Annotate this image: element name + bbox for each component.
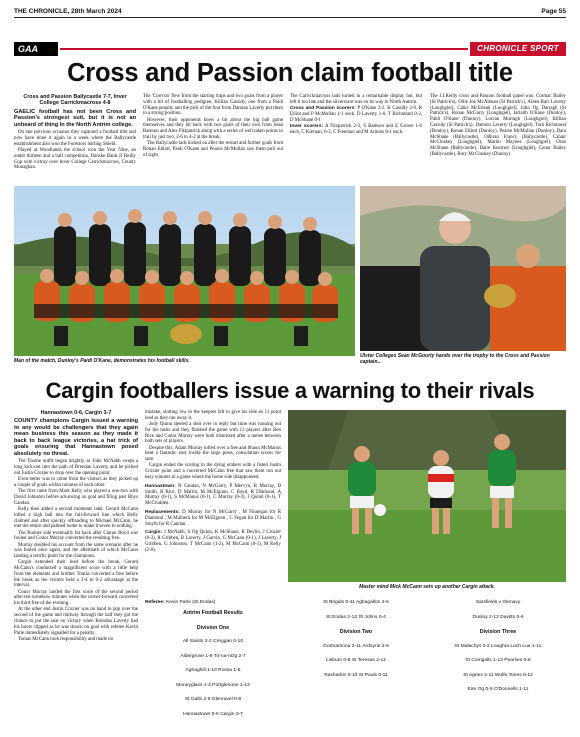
story2-paragraph: The first came from Mark Kelly who played a one-two with David Johnston before advancing on goal and firing past Rhys Candan.: [14, 489, 138, 506]
story2-subhead: Hannastown 0-6, Cargin 3-7: [40, 410, 112, 416]
result-line: St Comgalls 1-13 Pearses 0-6: [465, 658, 531, 663]
result-line: Hannastown 0-6 Cargin 3-7: [183, 711, 243, 717]
result-line: Moneyglass 1-4 Portglenone 1-13: [176, 682, 250, 688]
section-divider: [60, 48, 468, 50]
story2-paragraph: Cargin ended the scoring in the dying embers with a fisted Justin Crozier point and a converted McCann free that saw them run out easy winners in a game where the home side disappointed.: [145, 463, 281, 480]
trophy-photo: [360, 186, 566, 351]
results-column-3: [430, 596, 566, 698]
division-one-title: Division One: [196, 624, 230, 631]
story2-paragraph: At the other end Justin Crozier was on hand to pop over the second of the game and midway through the half they got the chance to put the seal on victory when Brendan Laverty had his boots clipped as he was drawn on goal with referee Kevin Parle immediately signalled for a penalty.: [14, 607, 138, 636]
results-title: Antrim Football Results: [183, 610, 243, 616]
sport-tag-text: SPORT: [529, 44, 559, 53]
division-two-title: Division Two: [339, 629, 373, 635]
result-line: Dunloy 2-12 Davitts 0-6: [472, 614, 524, 620]
cargin-photo-caption: Master mind Mick McCann sets up another Cargin attack.: [359, 584, 495, 590]
story1-lead: GAELIC football has not been Cross and Passion's strongest suit, but it is not an unheard of thing in the North Antrim college.: [14, 108, 136, 128]
cargin-photo-image: [288, 410, 566, 582]
inver-scorers: A Fitzpatrick 2-3, S Bateson and E Growe 1-0 each, C Kiernan, 0-3, C Freeman and M Armins 0-1 each.: [290, 123, 422, 135]
result-line: Gortnamona 2-11 Ardoyne 2-6: [323, 643, 389, 649]
masthead-page-number: Page 55: [541, 8, 566, 15]
team-photo: [14, 186, 355, 356]
story2-lead: COUNTY champions Cargin issued a warning to any would be challengers that they again mean business this season as they made it back to back league victories, a hat trick of goals ensuring that Hannastown posed absolutely no threat.: [14, 418, 138, 457]
inver-scorers-label: Inver scorers:: [290, 123, 324, 129]
masthead-rule: [14, 17, 566, 18]
section-bar: [14, 42, 566, 56]
team-photo-image: [14, 186, 355, 356]
result-line: Eire Og 0-9 O'Donnells 1-11: [467, 687, 529, 692]
cargin-photo: [288, 410, 566, 582]
cargin-label: Cargin:: [145, 530, 163, 536]
result-line: All Saints 2-2 Creggan 0-10: [182, 639, 244, 644]
result-line: Aldergrove 1-9 Tir-na-nOg 2-7: [180, 653, 246, 659]
story2-paragraph: Cargin extended their lead before the break, Gerard McCann's conducted a magnificent score with a little help from the elements and brother Tomas converted a free before the break as the visitors held a 2-4 to 0-2 advantage at the interval.: [14, 560, 138, 589]
result-line: St Brigids 0-11 Aghagallon 2-6: [323, 600, 389, 605]
referee-line: [145, 600, 281, 605]
result-line: Sarsfields v Glenavy: [475, 600, 521, 605]
hannastown-label: Hannastown:: [145, 483, 176, 489]
story1-paragraph: However, their opponents knew a bit about the big ball game themselves and they hit back with two goals of their own from Sean Bateson and Alex Fitzpatrick along with a series of well taken points to trail by just two, 2-6 to 4-2 at the break.: [143, 117, 283, 140]
story2-paragraph: Conor Murray landed the first score of the second period after ten somehow minutes when the corner-forward converted his third free of the evening.: [14, 589, 138, 607]
masthead: [14, 5, 566, 17]
story1-column-2: [143, 94, 283, 159]
story1-paragraph: Played at Woodlands the school won the Year Nine, an under thirteen and a half competition, Danske Bank JJ Reilly Cup with victory over Inver College Carrickmacross, County Monaghan.: [14, 148, 136, 171]
trophy-photo-caption: Ulster Colleges Sean McGourty hands over the trophy to the Cross and Passion captain..: [360, 353, 550, 365]
result-line: Rasharkin 0-10 St Pauls 0-11: [324, 672, 388, 678]
division-three-title: Division Three: [479, 629, 517, 635]
result-line: Aghaghill 1-10 Rossa 1-5: [185, 668, 241, 673]
story1-panel: The J.J.Reilly cross and Passion football panel was: Cormac Bailey (St Patrick's), Ollie Joe McAlenan (St Patrick's), Aiden Barr Laverty (Loughgiel), Cahir McErlean (Loughgiel), John Og Darragh (St Patrick's), Ronan McGarry (Loughgiel), Iarlaith O'Kane (Dunloy), Paidi O'Kane (Dunloy), Lorcan Murragh (Loughgiel), Killian Cassidy (St Patrick's), Damien Laverty (Loughgiel), Tom Richmond (Dunloy), Ronan Elliott (Dunloy), Pearse McMullan (Dunloy), Dara McShane (Ballycastle), Odhran Francy (Ballycastle), Cahair McCloskey (Loughgiel), Martin Maynes (Loughgiel), Oran McShane (Ballycastle), Daire Kearney (Loughgiel), Conor Bailey (Ballycastle), Rory McCloskey (Dunloy).: [430, 94, 566, 157]
result-line: St Galls 2-9 Glenravel 0-8: [184, 697, 242, 702]
cp-scorers: P O'Kane 2-2, K Cassidy 2-0, R Elliot and P McMullan 1-1 each, D Laverty 1-0, T Richmond 0-2, D McShane 0-1: [290, 105, 422, 123]
story2-paragraph: Kelly then added a second moments later. Gerard McCann lofted a high ball into the full-forward line which Kelly claimed and after quickly offloading to Michael McCann, he met the return and palmed home to make it seven to nothing.: [14, 506, 138, 530]
gaa-tag: GAA: [14, 42, 58, 56]
story2-paragraph: Jody Quinn steered a shot over in reply but time was running out for the hosts and they finished the game with 13 players after Ben Rice and Conor Murray were both dismissed after a melee between both sets of players.: [145, 421, 281, 445]
story1-paragraph: The 'Corrcon' flew from the starting traps and two goals from a player with a bit of footballing pedigree, Killian Cassidy, one from a Paidi O'Kane penalty and the pick of the four from Damian Laverty put them in a strong position.: [143, 94, 283, 117]
story1-paragraph: On one previous occasion they captured a football title and now have done it again in a week where the Ballycastle establishment also won the Forestors hurling Shield.: [14, 130, 136, 147]
story1-paragraph: The Carrickmacross lads turned in a remarkable display but, but left it too late and the silverware was on its way to North Antrim.: [290, 94, 422, 105]
story1-column-4: [430, 94, 566, 158]
story2-paragraph: mistake, slotting low to the keepers left to give his side an 11 point lead as they ran away it.: [145, 410, 281, 421]
chronicle-sport-tag: [470, 42, 566, 56]
story2-paragraph: Despite this, Adam Murray lofted over a free and Shaun McManus bent a fantastic shot inside the large posts, consolation scores for sure.: [145, 445, 281, 463]
results-column-2: [290, 596, 422, 683]
story1-column-1: [14, 94, 136, 172]
team-photo-caption: Man of the match, Dunloy's Paidi O'Kane, demonstrates his football skills.: [14, 358, 190, 364]
story2-column-1: [14, 410, 138, 643]
story1-headline: Cross and Passion claim football title: [67, 59, 513, 87]
trophy-photo-image: [360, 186, 566, 351]
replacements: D Murray for N McGarry , M Finnegan for R Diamond , M Mulhern for M McElgunn , C Fegan for D Martin , G Smyth for R Candan.: [145, 509, 281, 527]
story2-paragraph: The Budore side eventually hit back after Ciaran Boyd was fouled and Conor Murray converted the resulting free.: [14, 530, 138, 542]
story2-headline: Cargin footballers issue a warning to their rivals: [45, 378, 535, 403]
referee-name: Kevin Parle (St Endas): [165, 600, 216, 605]
story1-paragraph: The Ballycastle lads kicked on after the restart and further goals from Ronan Elliott, Paidi O'Kane and Pearce McMullan saw them pull out of sight.: [143, 141, 283, 158]
story2-column-2: [145, 410, 281, 554]
cargin-team: J McNabb, S Og Quinn, K McShane, R Devlin, J Crozier (0-3), R Gribben, B Laverty, J Garvin, G McCann (0-1), J Laverty, J Gribben, G Johnston, T McCann (1-2), M McCann (0-1), M Kelly (2-0).: [145, 530, 281, 553]
hannastown-team: R Candan, N McGarry, P Mervyn, R Murray, D Smith, B Rice, D Martin, M McElgunn, C Boyd, R Diamond, A Murray (0-1), S McManus (0-1), C Murray (0-3), J Quinn (0-1), T McCrudden.: [145, 483, 281, 507]
chronicle-tag-text: CHRONICLE: [477, 44, 528, 53]
story2-paragraph: Murray doubled his account from the same scenario after he was fouled once again, and the aftermath of which McCann landing a terrific point for the champions.: [14, 542, 138, 560]
replacements-label: Replacements:: [145, 509, 180, 515]
masthead-paper: THE CHRONICLE, 28th March 2024: [14, 8, 122, 15]
story1-column-3: [290, 94, 422, 136]
results-column-1: [145, 606, 281, 722]
story2-paragraph: The Toome outfit began brightly as John McNabb swept a long kick-out into the path of Brendan Laverty and he picked out Justin Crozier to drop over the opening point.: [14, 459, 138, 476]
referee-label: Referee:: [145, 600, 165, 605]
result-line: St Endas 2-12 St Johns 0-4: [326, 614, 386, 620]
result-line: Lisburn 0-8 St Teresas 2-12: [326, 658, 386, 663]
cp-scorers-label: Cross and Passion scorers:: [290, 105, 356, 111]
story2-paragraph: Tomas McCann took responsibility and made no: [18, 636, 114, 642]
result-line: St Agnes 2-11 Wolfe Tones 0-12: [463, 672, 533, 678]
result-line: St Malachys 0-2 Loughra Loch Lua 1-11: [454, 643, 542, 649]
story2-paragraph: Even better was to come from the visitors as they picked up a couple of goals within minutes of each other.: [14, 477, 138, 488]
story1-subhead: Cross and Passion Ballycastle 7-7, Inver College Carrickmacross 4-8: [23, 94, 127, 107]
